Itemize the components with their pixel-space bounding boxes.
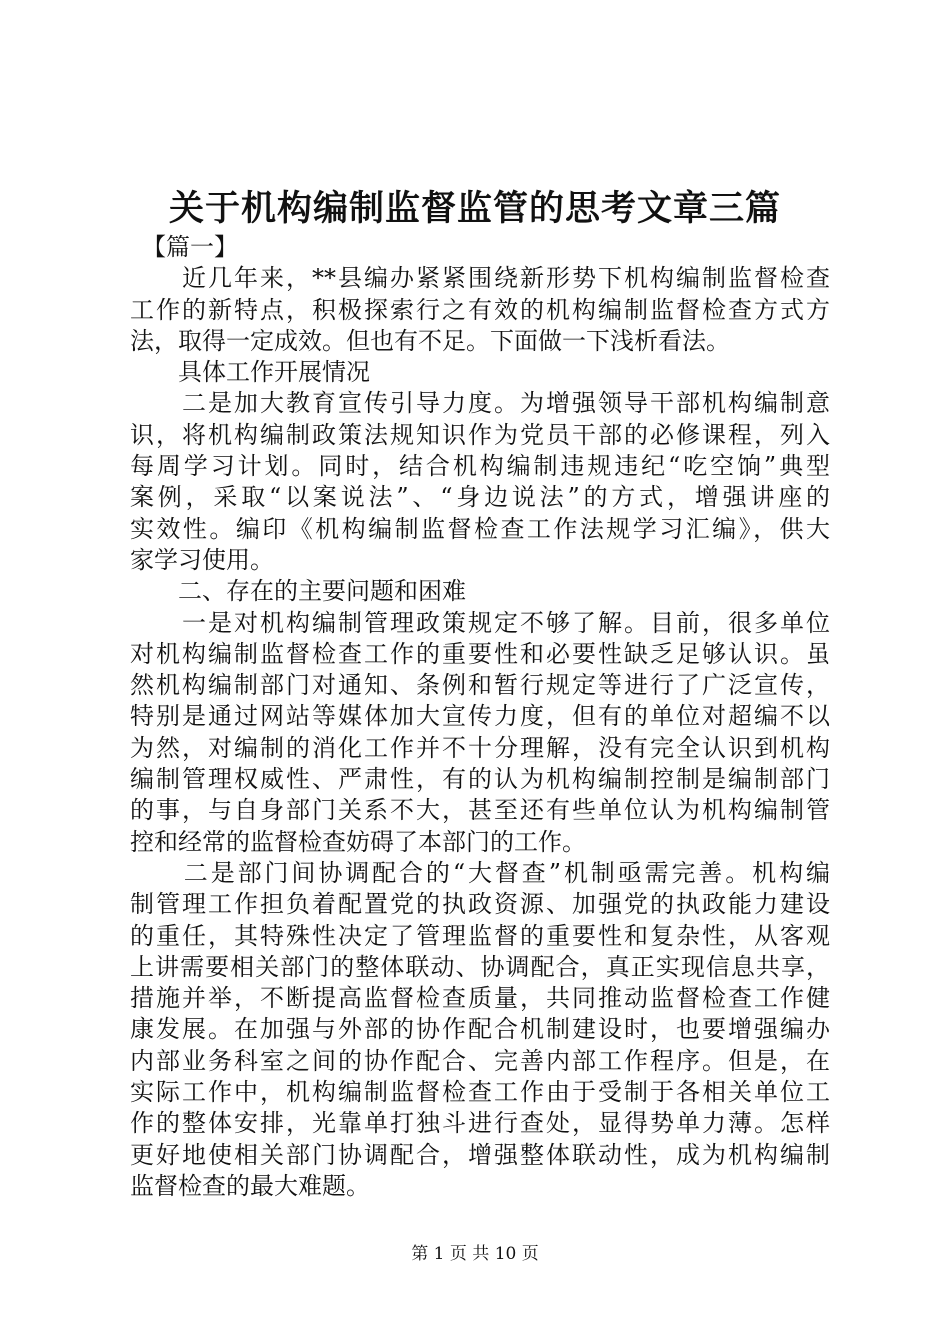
body-line: 近几年来，**县编办紧紧围绕新形势下机构编制监督检查	[130, 264, 830, 293]
body-line: 家学习使用。	[130, 545, 274, 574]
body-line: 编制管理权威性、严肃性，有的认为机构编制控制是编制部门	[130, 765, 830, 794]
body-line: 法，取得一定成效。但也有不足。下面做一下浅析看法。	[130, 326, 730, 355]
body-line: 措施并举，不断提高监督检查质量，共同推动监督检查工作健	[130, 984, 830, 1013]
document-body	[130, 232, 830, 1202]
body-line: 【篇一】	[130, 233, 238, 261]
body-line: 作的整体安排，光靠单打独斗进行查处，显得势单力薄。怎样	[130, 1109, 830, 1138]
body-line: 案例，采取“以案说法”、“身边说法”的方式，增强讲座的	[130, 483, 830, 512]
body-line: 监督检查的最大难题。	[130, 1171, 370, 1200]
page-title: 关于机构编制监督监管的思考文章三篇	[168, 188, 781, 229]
body-line: 二是加大教育宣传引导力度。为增强领导干部机构编制意	[130, 389, 830, 418]
body-line: 实际工作中，机构编制监督检查工作由于受制于各相关单位工	[130, 1078, 830, 1107]
body-line: 工作的新特点，积极探索行之有效的机构编制监督检查方式方	[130, 295, 830, 324]
body-line: 的重任，其特殊性决定了管理监督的重要性和复杂性，从客观	[130, 921, 830, 950]
body-line: 制管理工作担负着配置党的执政资源、加强党的执政能力建设	[130, 890, 830, 919]
page-footer: 第 1 页 共 10 页	[411, 1244, 539, 1264]
body-line: 二、存在的主要问题和困难	[130, 577, 466, 606]
body-line: 识，将机构编制政策法规知识作为党员干部的必修课程，列入	[130, 420, 830, 449]
body-line: 内部业务科室之间的协作配合、完善内部工作程序。但是，在	[130, 1046, 830, 1075]
body-line: 更好地使相关部门协调配合，增强整体联动性，成为机构编制	[130, 1140, 830, 1169]
body-line: 为然，对编制的消化工作并不十分理解，没有完全认识到机构	[130, 733, 830, 762]
body-line: 上讲需要相关部门的整体联动、协调配合，真正实现信息共享，	[130, 952, 830, 981]
body-line: 具体工作开展情况	[130, 358, 370, 387]
body-line: 每周学习计划。同时，结合机构编制违规违纪“吃空饷”典型	[130, 452, 830, 481]
body-line: 控和经常的监督检查妨碍了本部门的工作。	[130, 827, 586, 856]
body-line: 特别是通过网站等媒体加大宣传力度，但有的单位对超编不以	[130, 702, 830, 731]
body-line: 一是对机构编制管理政策规定不够了解。目前，很多单位	[130, 608, 830, 637]
body-line: 实效性。编印《机构编制监督检查工作法规学习汇编》，供大	[130, 514, 830, 543]
body-line: 然机构编制部门对通知、条例和暂行规定等进行了广泛宣传，	[130, 671, 830, 700]
body-line: 二是部门间协调配合的“大督查”机制亟需完善。机构编	[130, 858, 830, 887]
body-line: 的事，与自身部门关系不大，甚至还有些单位认为机构编制管	[130, 796, 830, 825]
body-line: 对机构编制监督检查工作的重要性和必要性缺乏足够认识。虽	[130, 639, 830, 668]
body-line: 康发展。在加强与外部的协作配合机制建设时，也要增强编办	[130, 1015, 830, 1044]
